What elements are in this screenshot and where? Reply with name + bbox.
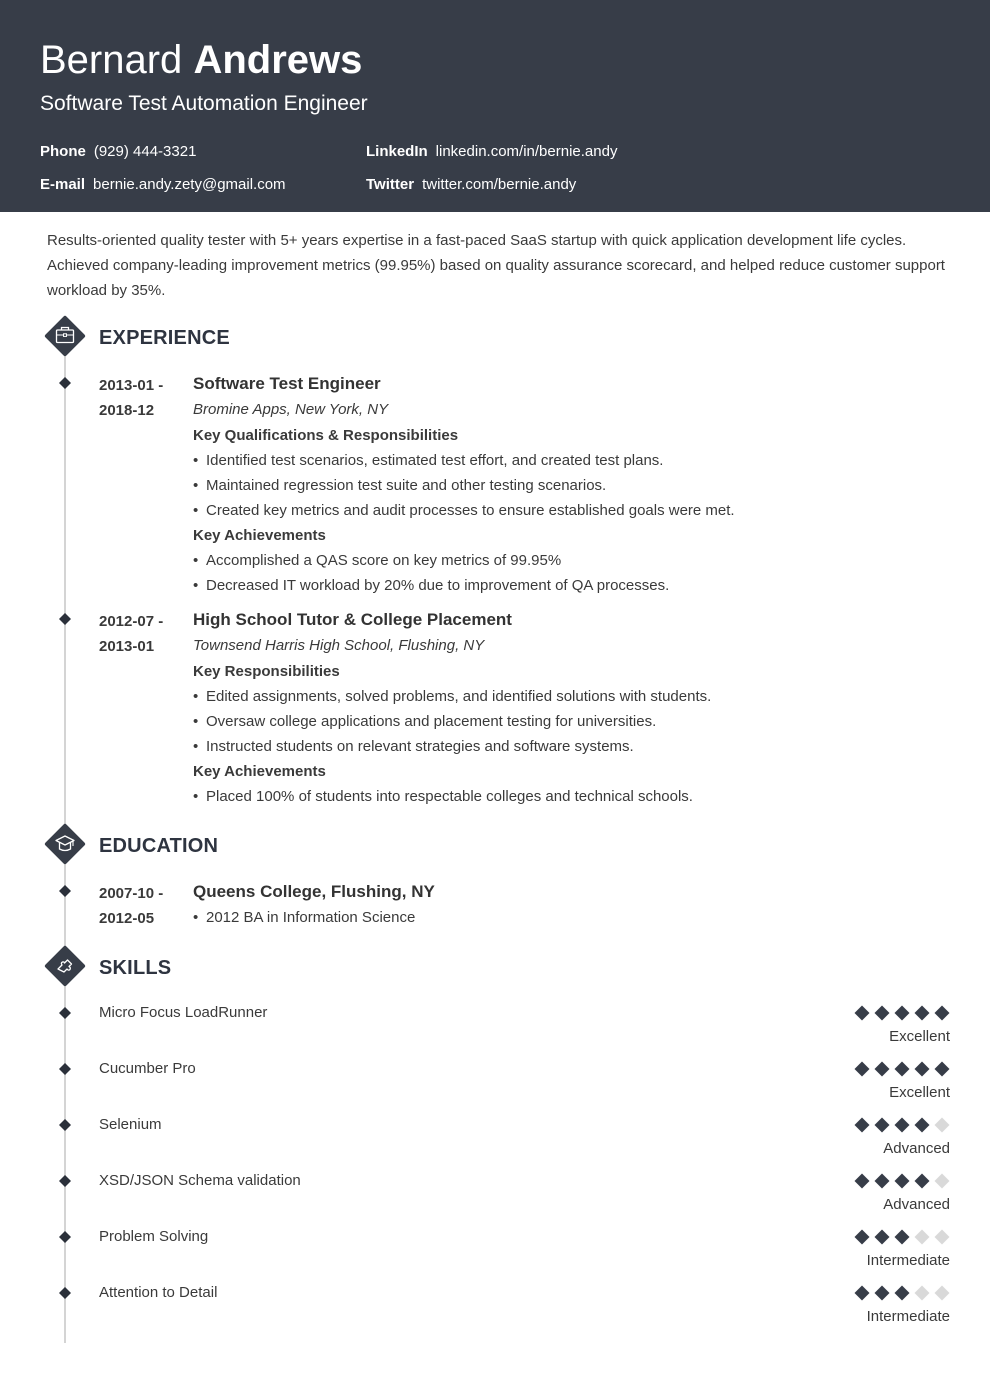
job-subheading: Key Qualifications & Responsibilities	[193, 427, 459, 444]
contact-label: Twitter	[366, 176, 415, 193]
rating-diamond-filled-icon	[874, 1229, 890, 1245]
rating-diamond-filled-icon	[894, 1285, 910, 1301]
job-position: Software Test Engineer	[193, 374, 381, 393]
skill-rating	[850, 1061, 950, 1077]
skill-name: XSD/JSON Schema validation	[99, 1172, 301, 1189]
rating-diamond-filled-icon	[934, 1061, 950, 1077]
rating-diamond-filled-icon	[874, 1005, 890, 1021]
date-start: 2012-07 -	[99, 613, 164, 630]
rating-diamond-filled-icon	[854, 1285, 870, 1301]
list-item: • Identified test scenarios, estimated test effort, and created test plans.	[193, 448, 953, 473]
section-title-education: EDUCATION	[99, 835, 219, 857]
timeline-bullet-icon	[59, 377, 71, 389]
date-end: 2018-12	[99, 402, 155, 419]
skill-name: Selenium	[99, 1116, 162, 1133]
skill-rating	[850, 1285, 950, 1301]
rating-diamond-filled-icon	[894, 1061, 910, 1077]
rating-diamond-filled-icon	[874, 1173, 890, 1189]
skill-name: Cucumber Pro	[99, 1060, 196, 1077]
job-subheading: Key Achievements	[193, 763, 326, 780]
job-company: Townsend Harris High School, Flushing, NY	[193, 637, 485, 654]
rating-diamond-empty-icon	[934, 1173, 950, 1189]
job-subheading: Key Responsibilities	[193, 663, 340, 680]
job-subheading: Key Achievements	[193, 527, 326, 544]
timeline-bullet-icon	[59, 1119, 71, 1131]
twitter-link[interactable]: twitter.com/bernie.andy	[422, 176, 577, 193]
list-item: • Instructed students on relevant strategies and software systems.	[193, 734, 953, 759]
school-name: Queens College, Flushing, NY	[193, 882, 435, 901]
contact-label: Phone	[40, 143, 86, 160]
education-date-range	[99, 881, 163, 931]
list-item: • Created key metrics and audit processes to ensure established goals were met.	[193, 498, 953, 523]
skill-level: Intermediate	[866, 1308, 950, 1325]
rating-diamond-filled-icon	[854, 1117, 870, 1133]
rating-diamond-filled-icon	[874, 1061, 890, 1077]
rating-diamond-empty-icon	[934, 1229, 950, 1245]
skill-name: Problem Solving	[99, 1228, 209, 1245]
rating-diamond-filled-icon	[914, 1117, 930, 1133]
skill-level: Excellent	[889, 1028, 950, 1045]
date-end: 2013-01	[99, 638, 155, 655]
skill-name: Micro Focus LoadRunner	[99, 1004, 268, 1021]
contact-email	[40, 176, 286, 194]
rating-diamond-filled-icon	[894, 1229, 910, 1245]
list-item: • Oversaw college applications and placement testing for universities.	[193, 709, 953, 734]
contact-linkedin	[366, 143, 617, 161]
rating-diamond-empty-icon	[914, 1285, 930, 1301]
rating-diamond-filled-icon	[914, 1173, 930, 1189]
date-start: 2007-10 -	[99, 885, 164, 902]
skill-level: Advanced	[883, 1196, 950, 1213]
timeline-bullet-icon	[59, 1063, 71, 1075]
timeline-bullet-icon	[59, 1231, 71, 1243]
rating-diamond-empty-icon	[934, 1285, 950, 1301]
rating-diamond-filled-icon	[914, 1061, 930, 1077]
list-item: • 2012 BA in Information Science	[193, 905, 953, 930]
skill-rating	[850, 1173, 950, 1189]
job-title: Software Test Automation Engineer	[40, 92, 368, 115]
phone-value[interactable]: (929) 444-3321	[93, 143, 197, 160]
rating-diamond-filled-icon	[894, 1005, 910, 1021]
timeline-bullet-icon	[59, 885, 71, 897]
skill-rating	[850, 1229, 950, 1245]
list-item: • Decreased IT workload by 20% due to improvement of QA processes.	[193, 573, 953, 598]
rating-diamond-filled-icon	[854, 1173, 870, 1189]
rating-diamond-filled-icon	[874, 1117, 890, 1133]
job-position: High School Tutor & College Placement	[193, 610, 512, 629]
job-entry	[193, 607, 953, 809]
rating-diamond-filled-icon	[914, 1005, 930, 1021]
skill-level: Intermediate	[866, 1252, 950, 1269]
skill-name: Attention to Detail	[99, 1284, 218, 1301]
list-item: • Maintained regression test suite and other testing scenarios.	[193, 473, 953, 498]
list-item: • Edited assignments, solved problems, and identified solutions with students.	[193, 684, 953, 709]
job-date-range	[99, 609, 163, 659]
timeline-bullet-icon	[59, 613, 71, 625]
contact-phone	[40, 143, 196, 161]
first-name: Bernard	[40, 38, 183, 82]
rating-diamond-filled-icon	[934, 1005, 950, 1021]
rating-diamond-filled-icon	[854, 1061, 870, 1077]
briefcase-icon	[44, 315, 86, 357]
skill-level: Advanced	[883, 1140, 950, 1157]
education-entry	[193, 879, 953, 930]
list-item: • Accomplished a QAS score on key metrics of 99.95%	[193, 548, 953, 573]
rating-diamond-filled-icon	[894, 1117, 910, 1133]
timeline-bullet-icon	[59, 1287, 71, 1299]
timeline-bullet-icon	[59, 1007, 71, 1019]
job-entry	[193, 371, 953, 598]
contact-label: LinkedIn	[366, 143, 428, 160]
rating-diamond-filled-icon	[854, 1229, 870, 1245]
rating-diamond-filled-icon	[854, 1005, 870, 1021]
job-date-range	[99, 373, 163, 423]
rating-diamond-filled-icon	[894, 1173, 910, 1189]
profile-summary: Results-oriented quality tester with 5+ years expertise in a fast-paced SaaS startup with quick application development life cycles. Achieved company-leading improvement metrics (99.95%) based on quality assurance scorecard, and helped reduce customer support workload by 35%.	[47, 232, 945, 299]
job-company: Bromine Apps, New York, NY	[193, 401, 389, 418]
candidate-name	[40, 37, 362, 83]
resume-header	[0, 0, 990, 212]
skill-level: Excellent	[889, 1084, 950, 1101]
graduation-cap-icon	[44, 823, 86, 865]
date-start: 2013-01 -	[99, 377, 164, 394]
skill-rating	[850, 1005, 950, 1021]
timeline-bullet-icon	[59, 1175, 71, 1187]
last-name: Andrews	[193, 38, 363, 82]
section-title-experience: EXPERIENCE	[99, 327, 230, 349]
list-item: • Placed 100% of students into respectable colleges and technical schools.	[193, 784, 953, 809]
contact-twitter	[366, 176, 576, 194]
email-link[interactable]: bernie.andy.zety@gmail.com	[93, 176, 286, 193]
puzzle-piece-icon	[44, 945, 86, 987]
skill-rating	[850, 1117, 950, 1133]
section-title-skills: SKILLS	[99, 957, 172, 979]
date-end: 2012-05	[99, 910, 155, 927]
linkedin-link[interactable]: linkedin.com/in/bernie.andy	[435, 143, 618, 160]
contact-label: E-mail	[40, 176, 86, 193]
rating-diamond-filled-icon	[874, 1285, 890, 1301]
rating-diamond-empty-icon	[914, 1229, 930, 1245]
rating-diamond-empty-icon	[934, 1117, 950, 1133]
